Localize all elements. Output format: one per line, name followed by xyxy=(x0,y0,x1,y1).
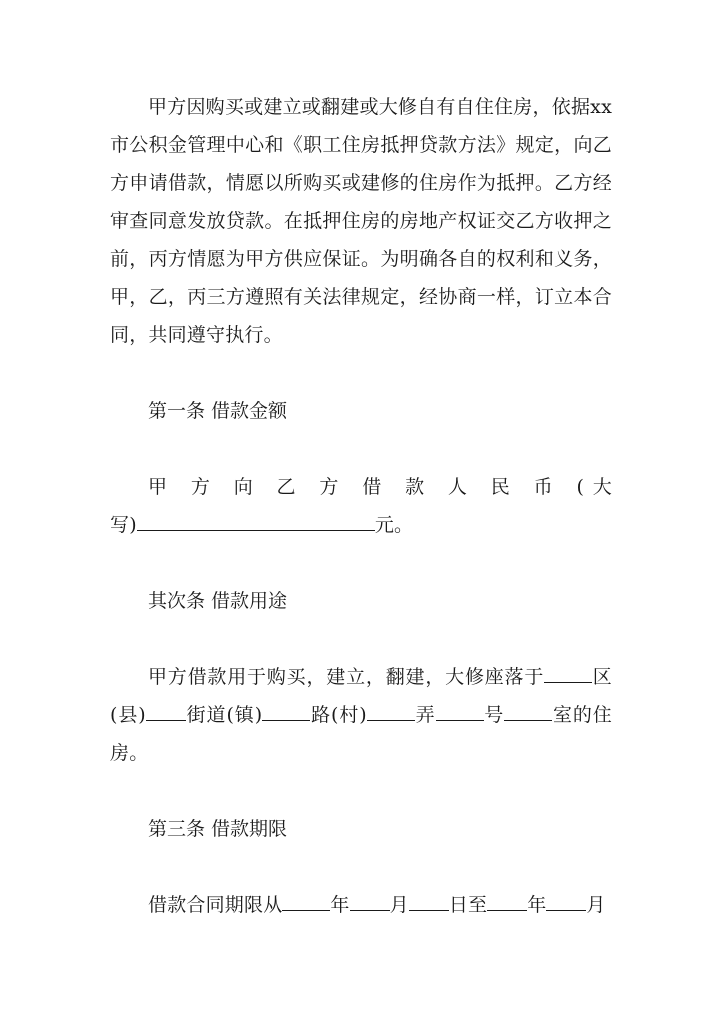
article-3-heading: 第三条 借款期限 xyxy=(148,818,288,840)
article-1-prefix: 写) xyxy=(110,514,137,536)
end-year-blank xyxy=(487,890,527,911)
article-2-heading: 其次条 借款用途 xyxy=(148,590,288,612)
spacer xyxy=(110,848,612,886)
article-3-text: 日至 xyxy=(448,894,488,916)
article-1-suffix: 元。 xyxy=(374,514,414,536)
article-3-text: 年 xyxy=(527,894,547,916)
article-2-text: 甲方借款用于购买，建立，翻建，大修座落于 xyxy=(148,666,545,688)
start-day-blank xyxy=(409,890,449,911)
article-2-text: 街道(镇) xyxy=(185,704,263,726)
road-blank xyxy=(262,700,310,721)
article-3-text: 月 xyxy=(389,894,409,916)
end-month-blank xyxy=(546,890,586,911)
article-1-line-2 xyxy=(110,506,612,544)
spacer xyxy=(110,620,612,658)
article-3-text: 月 xyxy=(586,894,606,916)
spacer xyxy=(110,354,612,392)
room-blank xyxy=(504,700,552,721)
district-blank xyxy=(544,662,592,683)
article-3-body xyxy=(110,886,612,924)
street-blank xyxy=(146,700,186,721)
number-blank xyxy=(436,700,484,721)
article-1-line-1: 甲 方 向 乙 方 借 款 人 民 币 (大 xyxy=(148,476,612,498)
intro-paragraph: 甲方因购买或建立或翻建或大修自有自住住房，依据xx市公积金管理中心和《职工住房抵押贷款方法》规定，向乙方申请借款，情愿以所购买或建修的住房作为抵押。乙方经审查同意发放贷款。在抵押住房的房地产权证交乙方收押之前，丙方情愿为甲方供应保证。为明确各自的权利和义务，甲，乙，丙三方遵照有关法律规定，经协商一样，订立本合同，共同遵守执行。 xyxy=(110,96,612,346)
article-2-text: 号 xyxy=(483,704,505,726)
amount-blank xyxy=(137,510,375,531)
article-2-body xyxy=(110,658,612,772)
article-2-text: 弄 xyxy=(414,704,436,726)
article-2-text: 室的住房。 xyxy=(110,704,612,764)
article-2-text: 区(县) xyxy=(110,666,612,726)
spacer xyxy=(110,430,612,468)
article-1-heading: 第一条 借款金额 xyxy=(148,400,288,422)
document-page xyxy=(110,88,612,924)
spacer xyxy=(110,772,612,810)
spacer xyxy=(110,544,612,582)
article-3-text: 借款合同期限从 xyxy=(148,894,283,916)
start-year-blank xyxy=(282,890,330,911)
start-month-blank xyxy=(350,890,390,911)
article-2-text: 路(村) xyxy=(310,704,367,726)
lane-blank xyxy=(367,700,415,721)
article-3-text: 年 xyxy=(330,894,350,916)
